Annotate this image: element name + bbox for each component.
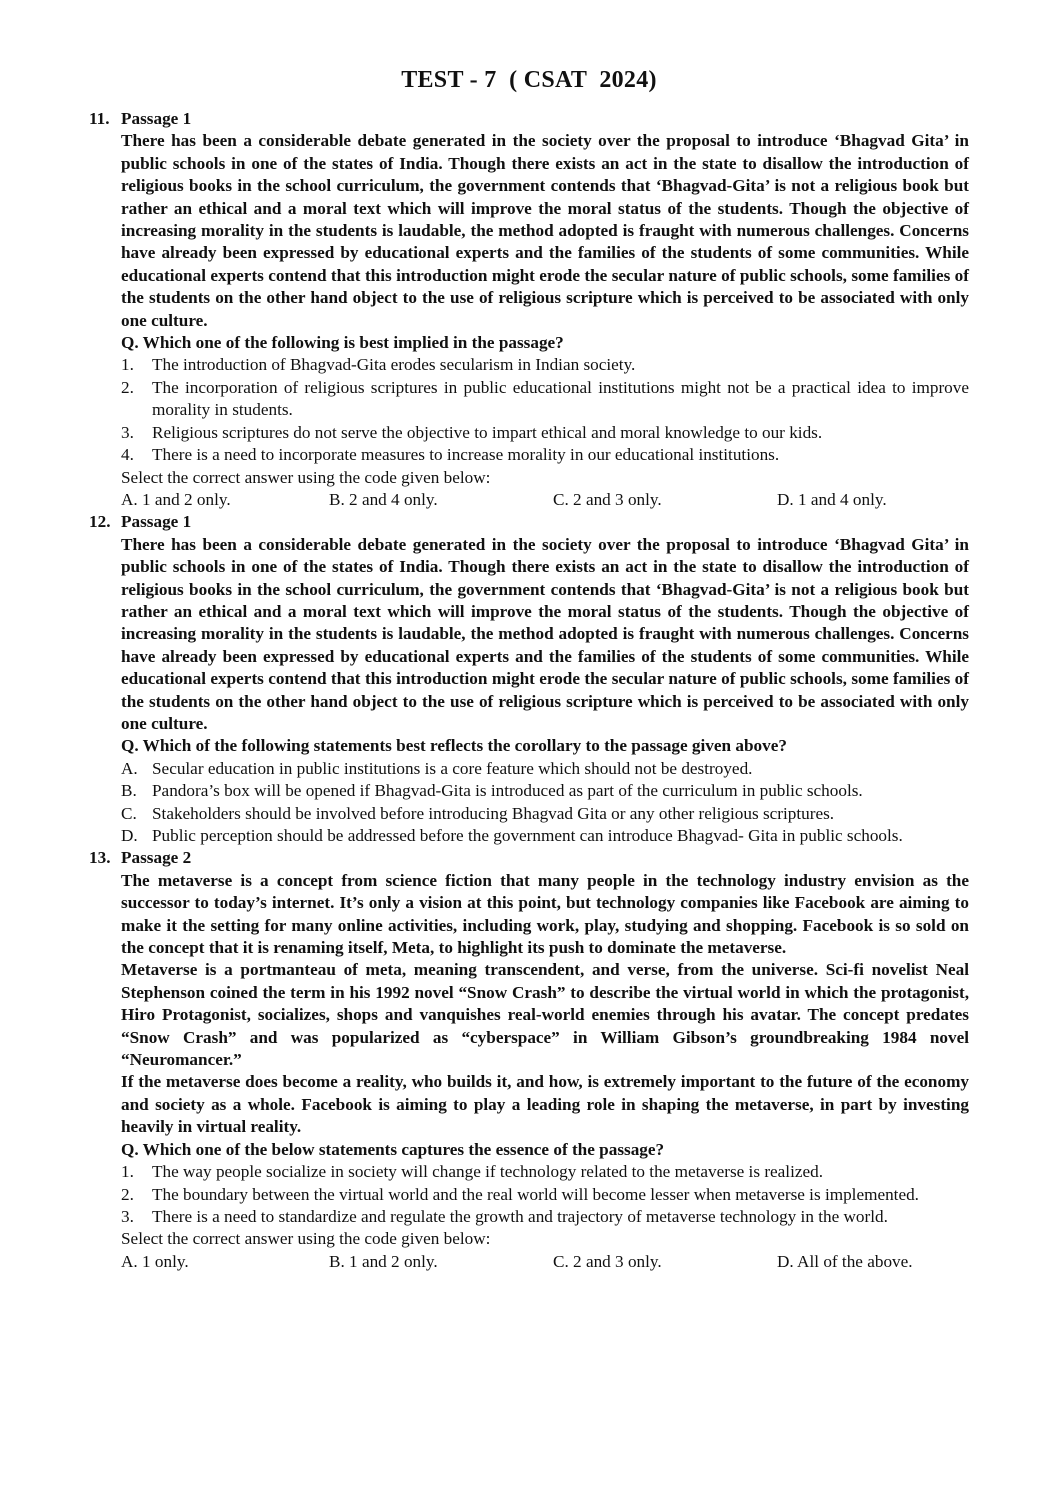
option-key: 2.	[121, 377, 134, 397]
answer-codes	[121, 489, 969, 511]
answer-option	[121, 825, 969, 847]
option-key: 2.	[121, 1184, 134, 1204]
passage-paragraph: Metaverse is a portmanteau of meta, meaning transcendent, and verse, from the universe. Sci-fi novelist Neal Stephenson coined the term in his 1992 novel “Snow Crash” to describe the virtual world in which the protagonist, Hiro Protagonist, socializes, shops and vanquishes real-world enemies through his avatar. The concept predates “Snow Crash” and was popularized as “cyberspace” in William Gibson’s groundbreaking 1984 novel “Neuromancer.”	[121, 960, 969, 1070]
option-text: Public perception should be addressed before the government can introduce Bhagvad- Gita in public schools.	[152, 826, 903, 845]
answer-codes	[121, 1251, 969, 1273]
option-key: 1.	[121, 1162, 134, 1182]
question-3	[89, 847, 969, 1273]
answer-option	[121, 803, 969, 825]
answer-option	[121, 422, 969, 444]
answer-option	[121, 1161, 969, 1183]
answer-option	[121, 1184, 969, 1206]
page-title: TEST - 7 ( CSAT 2024)	[401, 67, 657, 93]
passage-heading: Passage 1	[121, 109, 192, 128]
option-text: There is a need to incorporate measures to increase morality in our educational institutions.	[152, 445, 780, 465]
option-key: A.	[121, 758, 138, 778]
answer-code: A. 1 and 2 only.	[121, 489, 231, 509]
option-key: 3.	[121, 422, 134, 442]
answer-option	[121, 758, 969, 780]
question-header	[89, 108, 969, 130]
passage-paragraph: There has been a considerable debate generated in the society over the proposal to introduce ‘Bhagvad Gita’ in public schools in one of the states of India. Though there exists an act in the state to disallow the introduction of religious books in the school curriculum, the government contends that ‘Bhagvad-Gita’ is not a religious book but rather an ethical and a moral text which will improve the moral status of the students. Though the objective of increasing morality in the students is laudable, the method adopted is fraught with numerous challenges. Concerns have already been expressed by educational experts and the families of the students of some communities. While educational experts contend that this introduction might erode the secular nature of public schools, some families of the students on the other hand object to the use of religious scripture which is perceived to be associated with only one culture.	[121, 131, 969, 330]
answer-option	[121, 1206, 969, 1228]
passage-paragraph: There has been a considerable debate generated in the society over the proposal to introduce ‘Bhagvad Gita’ in public schools in one of the states of India. Though there exists an act in the state to disallow the introduction of religious books in the school curriculum, the government contends that ‘Bhagvad-Gita’ is not a religious book but rather an ethical and a moral text which will improve the moral status of the students. Though the objective of increasing morality in the students is laudable, the method adopted is fraught with numerous challenges. Concerns have already been expressed by educational experts and the families of the students of some communities. While educational experts contend that this introduction might erode the secular nature of public schools, some families of the students on the other hand object to the use of religious scripture which is perceived to be associated with only one culture.	[121, 534, 969, 733]
passage-heading: Passage 2	[121, 848, 192, 868]
question-prompt: Q. Which one of the below statements captures the essence of the passage?	[121, 1139, 665, 1159]
answer-option	[121, 354, 969, 376]
option-key: B.	[121, 781, 137, 801]
option-key: 3.	[121, 1206, 134, 1226]
option-text: There is a need to standardize and regulate the growth and trajectory of metaverse technology in the world.	[152, 1206, 888, 1226]
question-body	[89, 870, 969, 1273]
question-body	[89, 534, 969, 848]
question-number: 11.	[89, 109, 110, 128]
answer-option	[121, 780, 969, 802]
passage-heading: Passage 1	[121, 512, 192, 532]
question-list	[89, 108, 969, 1273]
option-key: C.	[121, 803, 137, 823]
option-text: Pandora’s box will be opened if Bhagvad-Gita is introduced as part of the curriculum in public schools.	[152, 781, 863, 801]
question-header	[89, 847, 969, 869]
answer-option	[121, 377, 969, 422]
option-key: D.	[121, 826, 138, 845]
question-1	[89, 108, 969, 511]
answer-instruction: Select the correct answer using the code given below:	[121, 467, 491, 487]
question-number: 13.	[89, 848, 111, 868]
option-text: The way people socialize in society will change if technology related to the metaverse is realized.	[152, 1162, 824, 1182]
answer-code: B. 1 and 2 only.	[329, 1251, 438, 1271]
option-text: Secular education in public institutions is a core feature which should not be destroyed.	[152, 758, 753, 778]
answer-code: D. All of the above.	[777, 1251, 913, 1271]
question-body	[89, 130, 969, 511]
question-2	[89, 511, 969, 847]
question-header	[89, 511, 969, 533]
passage-paragraph: If the metaverse does become a reality, who builds it, and how, is extremely important to the future of the economy and society as a whole. Facebook is aiming to play a leading role in shaping the metaverse, in part by investing heavily in virtual reality.	[121, 1072, 969, 1137]
option-text: The incorporation of religious scriptures in public educational institutions might not be a practical idea to improve morality in students.	[152, 377, 969, 420]
option-text: Stakeholders should be involved before introducing Bhagvad Gita or any other religious scriptures.	[152, 803, 835, 823]
question-number: 12.	[89, 512, 111, 532]
answer-code: A. 1 only.	[121, 1251, 189, 1271]
answer-code: D. 1 and 4 only.	[777, 489, 887, 509]
question-prompt: Q. Which one of the following is best implied in the passage?	[121, 333, 564, 353]
answer-code: C. 2 and 3 only.	[553, 1251, 662, 1271]
option-text: The introduction of Bhagvad-Gita erodes secularism in Indian society.	[152, 355, 636, 375]
option-key: 4.	[121, 445, 134, 465]
passage-paragraph: The metaverse is a concept from science fiction that many people in the technology industry envision as the successor to today’s internet. It’s only a vision at this point, but technology companies like Facebook are aiming to make it the setting for many online activities, including work, play, studying and shopping. Facebook is so sold on the concept that it is renaming itself, Meta, to highlight its push to dominate the metaverse.	[121, 870, 969, 958]
question-prompt: Q. Which of the following statements best reflects the corollary to the passage given above?	[121, 736, 787, 756]
answer-option	[121, 444, 969, 466]
option-text: The boundary between the virtual world and the real world will become lesser when metaverse is implemented.	[152, 1184, 919, 1204]
answer-code: B. 2 and 4 only.	[329, 489, 438, 509]
option-key: 1.	[121, 355, 134, 375]
answer-code: C. 2 and 3 only.	[553, 489, 662, 509]
answer-instruction: Select the correct answer using the code given below:	[121, 1229, 491, 1249]
option-text: Religious scriptures do not serve the objective to impart ethical and moral knowledge to our kids.	[152, 422, 823, 442]
